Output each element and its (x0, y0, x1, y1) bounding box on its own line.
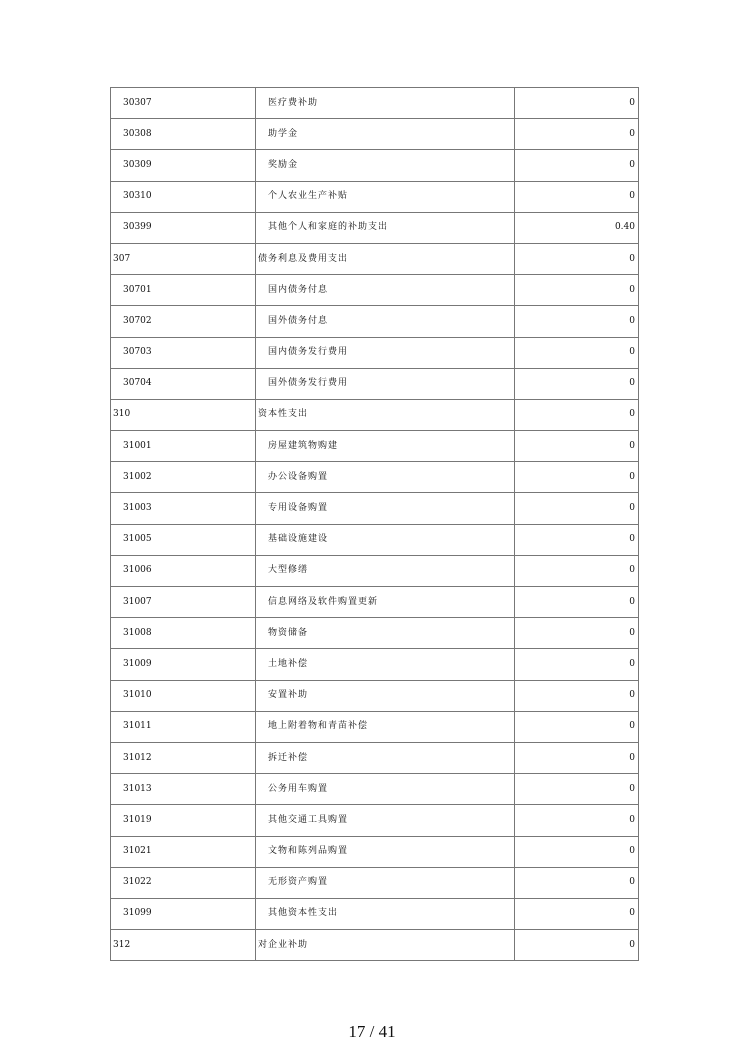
row-code: 31011 (111, 711, 256, 742)
row-code: 30308 (111, 119, 256, 150)
table-row (111, 587, 639, 618)
row-amount: 0 (515, 680, 639, 711)
row-name: 其他个人和家庭的补助支出 (256, 212, 515, 243)
row-name: 个人农业生产补贴 (256, 181, 515, 212)
table-row (111, 867, 639, 898)
row-amount: 0 (515, 399, 639, 430)
row-name: 国外债务付息 (256, 306, 515, 337)
table-row (111, 431, 639, 462)
table-row (111, 680, 639, 711)
row-amount: 0 (515, 587, 639, 618)
row-amount: 0 (515, 431, 639, 462)
row-name: 房屋建筑物购建 (256, 431, 515, 462)
row-code: 312 (111, 930, 256, 961)
row-name: 文物和陈列品购置 (256, 836, 515, 867)
row-code: 31008 (111, 618, 256, 649)
row-name: 助学金 (256, 119, 515, 150)
table-row (111, 711, 639, 742)
row-name: 对企业补助 (256, 930, 515, 961)
row-name: 大型修缮 (256, 555, 515, 586)
row-amount: 0 (515, 181, 639, 212)
table-row (111, 898, 639, 929)
row-name: 债务利息及费用支出 (256, 243, 515, 274)
row-code: 30703 (111, 337, 256, 368)
row-name: 土地补偿 (256, 649, 515, 680)
row-name: 办公设备购置 (256, 462, 515, 493)
table-row (111, 337, 639, 368)
table-row (111, 836, 639, 867)
row-code: 310 (111, 399, 256, 430)
row-amount: 0 (515, 306, 639, 337)
row-name: 医疗费补助 (256, 88, 515, 119)
row-amount: 0 (515, 742, 639, 773)
table-row (111, 306, 639, 337)
row-code: 31006 (111, 555, 256, 586)
row-amount: 0 (515, 524, 639, 555)
row-name: 专用设备购置 (256, 493, 515, 524)
table-row (111, 150, 639, 181)
row-amount: 0 (515, 836, 639, 867)
row-amount: 0 (515, 243, 639, 274)
row-code: 30310 (111, 181, 256, 212)
row-code: 31003 (111, 493, 256, 524)
table-row (111, 524, 639, 555)
row-name: 公务用车购置 (256, 774, 515, 805)
row-amount: 0 (515, 337, 639, 368)
table-row (111, 618, 639, 649)
row-code: 31007 (111, 587, 256, 618)
row-amount: 0 (515, 150, 639, 181)
row-code: 31009 (111, 649, 256, 680)
row-code: 31005 (111, 524, 256, 555)
table-row (111, 119, 639, 150)
table-row (111, 493, 639, 524)
row-code: 30399 (111, 212, 256, 243)
page-number: 17 / 41 (348, 1022, 396, 1041)
row-name: 资本性支出 (256, 399, 515, 430)
row-amount: 0.40 (515, 212, 639, 243)
row-name: 国外债务发行费用 (256, 368, 515, 399)
table-row (111, 212, 639, 243)
row-amount: 0 (515, 493, 639, 524)
row-name: 奖励金 (256, 150, 515, 181)
table-row (111, 399, 639, 430)
table-row (111, 243, 639, 274)
row-amount: 0 (515, 711, 639, 742)
table-row (111, 805, 639, 836)
row-name: 无形资产购置 (256, 867, 515, 898)
budget-table (110, 87, 639, 961)
row-name: 信息网络及软件购置更新 (256, 587, 515, 618)
table-row (111, 88, 639, 119)
row-amount: 0 (515, 368, 639, 399)
row-code: 30307 (111, 88, 256, 119)
table-row (111, 462, 639, 493)
row-name: 地上附着物和青苗补偿 (256, 711, 515, 742)
row-code: 30702 (111, 306, 256, 337)
table-row (111, 930, 639, 961)
row-amount: 0 (515, 462, 639, 493)
row-code: 31019 (111, 805, 256, 836)
row-name: 国内债务付息 (256, 275, 515, 306)
row-amount: 0 (515, 867, 639, 898)
row-amount: 0 (515, 898, 639, 929)
row-amount: 0 (515, 774, 639, 805)
row-code: 31010 (111, 680, 256, 711)
row-amount: 0 (515, 275, 639, 306)
row-code: 30309 (111, 150, 256, 181)
row-amount: 0 (515, 618, 639, 649)
row-code: 307 (111, 243, 256, 274)
row-amount: 0 (515, 930, 639, 961)
budget-table-container (110, 87, 638, 961)
table-row (111, 275, 639, 306)
row-code: 30701 (111, 275, 256, 306)
row-code: 31021 (111, 836, 256, 867)
row-amount: 0 (515, 88, 639, 119)
row-amount: 0 (515, 805, 639, 836)
row-code: 31012 (111, 742, 256, 773)
row-code: 31002 (111, 462, 256, 493)
table-row (111, 742, 639, 773)
budget-table-body (111, 88, 639, 961)
row-name: 其他交通工具购置 (256, 805, 515, 836)
row-code: 31099 (111, 898, 256, 929)
row-name: 物资储备 (256, 618, 515, 649)
row-amount: 0 (515, 555, 639, 586)
row-code: 31001 (111, 431, 256, 462)
row-name: 国内债务发行费用 (256, 337, 515, 368)
row-name: 拆迁补偿 (256, 742, 515, 773)
row-code: 30704 (111, 368, 256, 399)
row-amount: 0 (515, 649, 639, 680)
row-amount: 0 (515, 119, 639, 150)
row-name: 基础设施建设 (256, 524, 515, 555)
table-row (111, 368, 639, 399)
row-name: 其他资本性支出 (256, 898, 515, 929)
row-code: 31022 (111, 867, 256, 898)
table-row (111, 649, 639, 680)
table-row (111, 774, 639, 805)
table-row (111, 555, 639, 586)
table-row (111, 181, 639, 212)
row-code: 31013 (111, 774, 256, 805)
row-name: 安置补助 (256, 680, 515, 711)
